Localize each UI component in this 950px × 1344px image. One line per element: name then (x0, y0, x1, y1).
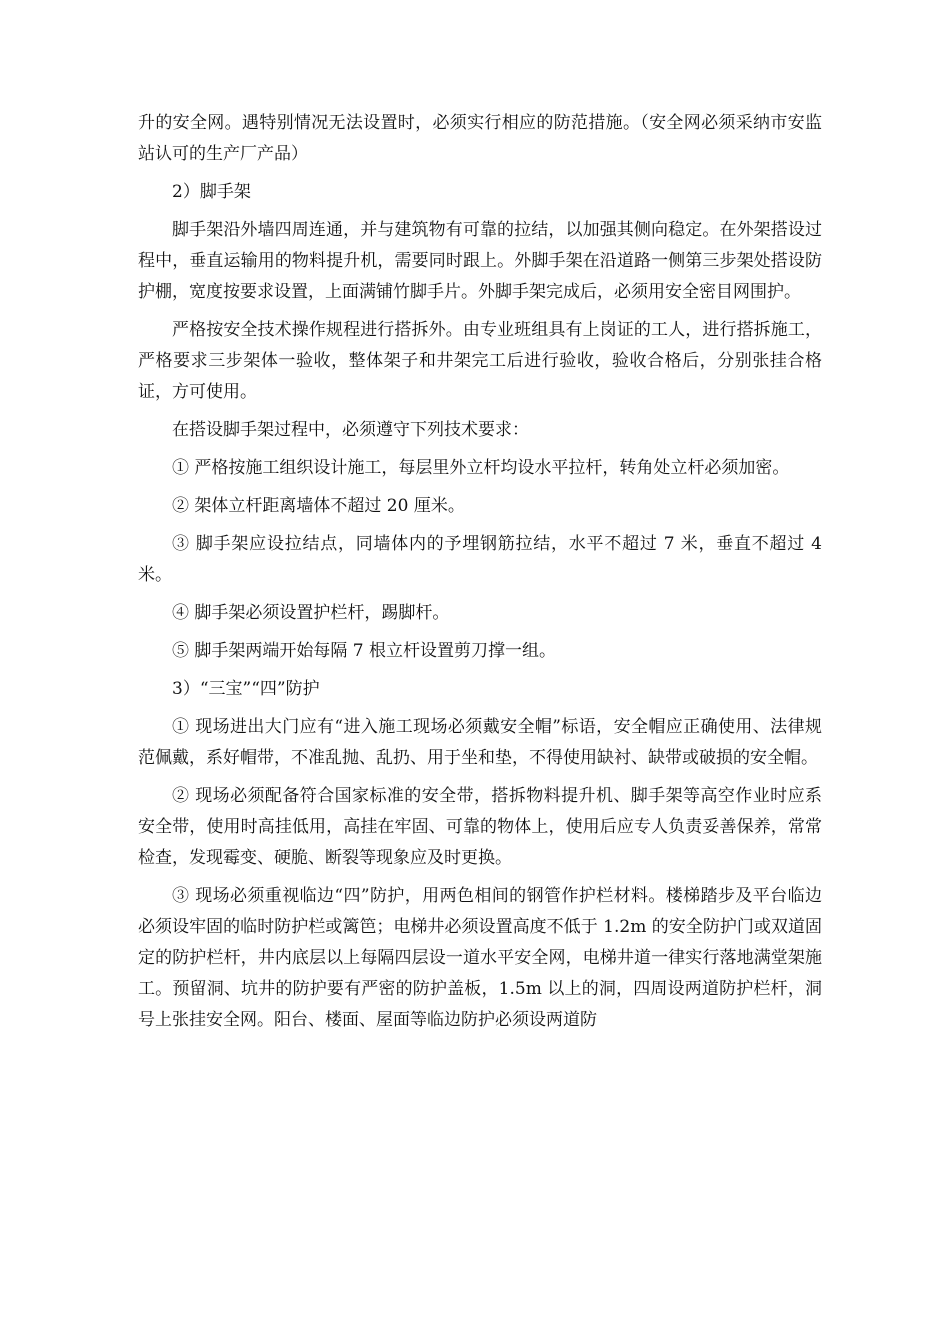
protection-item-1: ① 现场进出大门应有“进入施工现场必须戴安全帽”标语，安全帽应正确使用、法律规范佩戴，系好帽带，不准乱抛、乱扔、用于坐和垫，不得使用缺衬、缺带或破损的安全帽。 (138, 717, 822, 768)
section-heading-protection: 3）“三宝”“四”防护 (172, 679, 320, 699)
list-item-1: ① 严格按施工组织设计施工，每层里外立杆均设水平拉杆，转角处立杆必须加密。 (172, 458, 790, 478)
paragraph-5: 在搭设脚手架过程中，必须遵守下列技术要求： (172, 420, 529, 440)
list-item-2: ② 架体立杆距离墙体不超过 20 厘米。 (172, 496, 465, 516)
protection-item-3: ③ 现场必须重视临边“四”防护，用两色相间的钢管作护栏材料。楼梯踏步及平台临边必须设牢固的临时防护栏或篱笆；电梯井必须设置高度不低于 1.2m 的安全防护门或双道固定的防护栏杆，井内底层以上每隔四层设一道水平安全网，电梯井道一律实行落地满堂架施工。预留洞、坑井的防护要有严密的防护盖板，1.5m 以上的洞，四周设两道防护栏杆，洞号上张挂安全网。阳台、楼面、屋面等临边防护必须设两道防 (138, 886, 822, 1030)
list-item-4: ④ 脚手架必须设置护栏杆，踢脚杆。 (172, 603, 450, 623)
paragraph-1: 升的安全网。遇特别情况无法设置时，必须实行相应的防范措施。（安全网必须采纳市安监站认可的生产厂产品） (138, 113, 822, 164)
list-item-5: ⑤ 脚手架两端开始每隔 7 根立杆设置剪刀撑一组。 (172, 641, 557, 661)
paragraph-4: 严格按安全技术操作规程进行搭拆外。由专业班组具有上岗证的工人，进行搭拆施工，严格要求三步架体一验收，整体架子和井架完工后进行验收，验收合格后，分别张挂合格证，方可使用。 (138, 320, 822, 402)
section-heading-scaffold: 2）脚手架 (172, 182, 251, 202)
protection-item-2: ② 现场必须配备符合国家标准的安全带，搭拆物料提升机、脚手架等高空作业时应系安全带，使用时高挂低用，高挂在牢固、可靠的物体上，使用后应专人负责妥善保养，常常检查，发现霉变、硬脆、断裂等现象应及时更换。 (138, 786, 822, 868)
paragraph-3: 脚手架沿外墙四周连通，并与建筑物有可靠的拉结，以加强其侧向稳定。在外架搭设过程中，垂直运输用的物料提升机，需要同时跟上。外脚手架在沿道路一侧第三步架处搭设防护棚，宽度按要求设置，上面满铺竹脚手片。外脚手架完成后，必须用安全密目网围护。 (138, 220, 822, 302)
document-body (138, 108, 822, 1043)
list-item-3: ③ 脚手架应设拉结点，同墙体内的予埋钢筋拉结，水平不超过 7 米，垂直不超过 4 米。 (138, 534, 822, 585)
